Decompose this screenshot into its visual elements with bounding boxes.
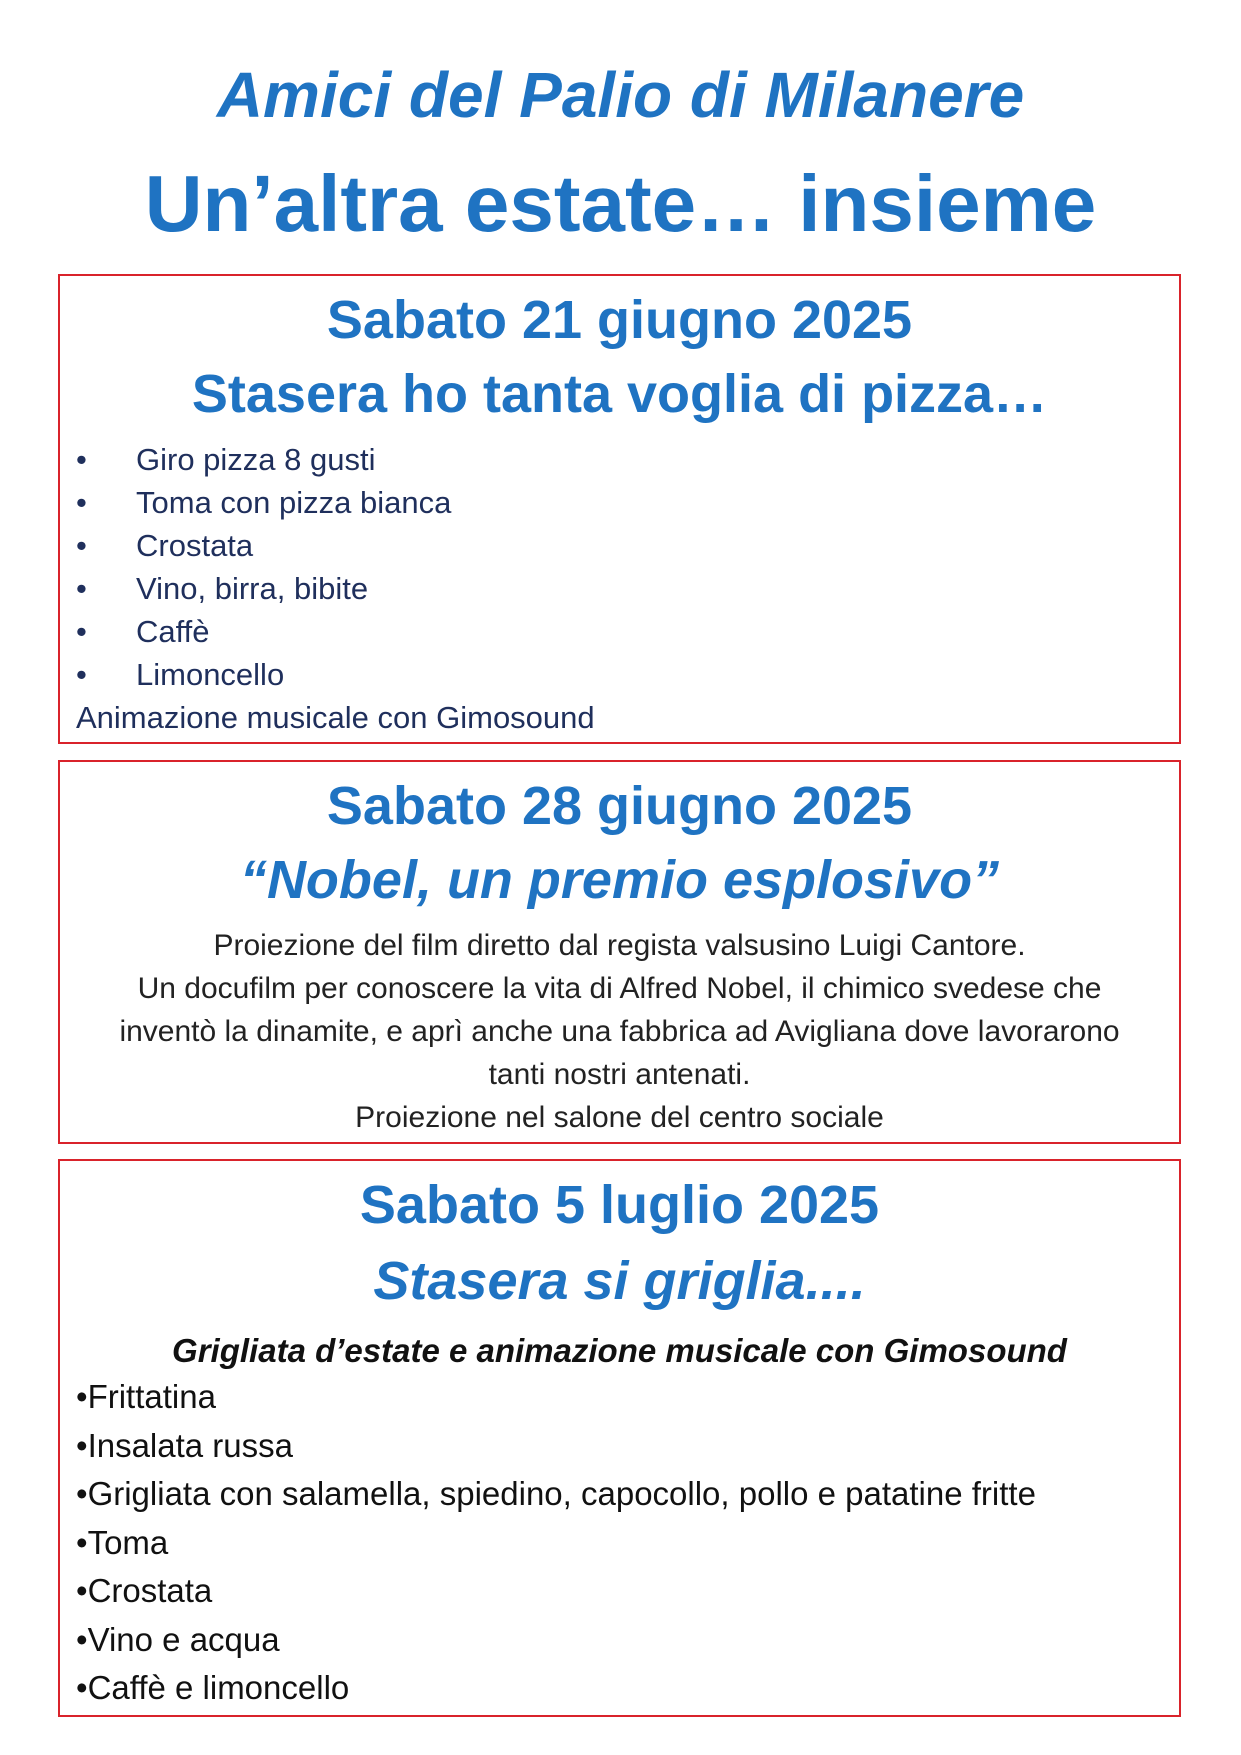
description-line: Proiezione del film diretto dal regista valsusino Luigi Cantore. — [213, 929, 1026, 962]
event-note: Animazione musicale con Gimosound — [76, 700, 595, 735]
menu-item-label: Crostata — [87, 1572, 213, 1609]
description-line: inventò la dinamite, e aprì anche una fabbrica ad Avigliana dove lavorarono — [119, 1015, 1120, 1048]
menu-item — [76, 567, 451, 610]
description-line: tanti nostri antenati. — [488, 1058, 751, 1091]
menu-item — [76, 1422, 1036, 1471]
menu-item — [76, 1470, 1036, 1519]
bullet-icon: • — [76, 485, 87, 520]
menu-item-label: Vino e acqua — [87, 1620, 280, 1658]
event-date: Sabato 21 giugno 2025 — [326, 290, 913, 350]
event-box-21-giugno — [58, 274, 1181, 744]
bullet-icon: • — [76, 1620, 88, 1658]
menu-item-label: Grigliata con salamella, spiedino, capocollo, pollo e patatine fritte — [87, 1475, 1036, 1512]
description-line: Un docufilm per conoscere la vita di Alfred Nobel, il chimico svedese che — [137, 972, 1102, 1005]
bullet-icon: • — [76, 442, 87, 477]
event-date: Sabato 5 luglio 2025 — [359, 1175, 880, 1235]
menu-item — [76, 524, 451, 567]
bullet-icon: • — [76, 1572, 88, 1609]
bullet-icon: • — [76, 528, 87, 563]
description-line: Proiezione nel salone del centro sociale — [355, 1101, 884, 1134]
menu-item — [76, 1616, 1036, 1665]
menu-item-label: Limoncello — [136, 657, 285, 692]
menu-item-label: Toma con pizza bianca — [136, 485, 452, 520]
menu-item — [76, 1519, 1036, 1568]
bullet-icon: • — [76, 1475, 88, 1512]
menu-list — [76, 1373, 1036, 1713]
menu-item — [76, 1664, 1036, 1713]
menu-item-label: Caffè e limoncello — [87, 1669, 350, 1706]
menu-item — [76, 610, 451, 653]
menu-item-label: Caffè — [136, 614, 210, 649]
menu-item — [76, 481, 451, 524]
bullet-icon: • — [76, 1378, 88, 1415]
event-date: Sabato 28 giugno 2025 — [326, 776, 913, 836]
menu-item — [76, 1567, 1036, 1616]
menu-item-label: Insalata russa — [87, 1426, 294, 1464]
org-name: Amici del Palio di Milanere — [216, 59, 1025, 131]
event-box-28-giugno — [58, 760, 1181, 1144]
bullet-icon: • — [76, 1426, 88, 1464]
bullet-icon: • — [76, 1523, 88, 1561]
bullet-icon: • — [76, 614, 87, 649]
menu-item-label: Crostata — [136, 528, 254, 563]
menu-item-label: Toma — [87, 1523, 169, 1561]
menu-item-label: Frittatina — [87, 1378, 216, 1415]
menu-item-label: Giro pizza 8 gusti — [136, 442, 376, 477]
event-box-5-luglio — [58, 1159, 1181, 1717]
bullet-icon: • — [76, 571, 87, 606]
event-intro: Grigliata d’estate e animazione musicale con Gimosound — [172, 1332, 1067, 1369]
event-subtitle: “Nobel, un premio esplosivo” — [239, 850, 1000, 910]
menu-list — [76, 438, 451, 696]
menu-item — [76, 438, 451, 481]
menu-item — [76, 1373, 1036, 1422]
event-subtitle: Stasera ho tanta voglia di pizza… — [191, 364, 1048, 424]
event-subtitle: Stasera si griglia.... — [373, 1251, 866, 1311]
bullet-icon: • — [76, 1669, 88, 1706]
menu-item-label: Vino, birra, bibite — [136, 571, 369, 606]
menu-item — [76, 653, 451, 696]
bullet-icon: • — [76, 657, 87, 692]
page-title: Un’altra estate… insieme — [144, 159, 1097, 248]
